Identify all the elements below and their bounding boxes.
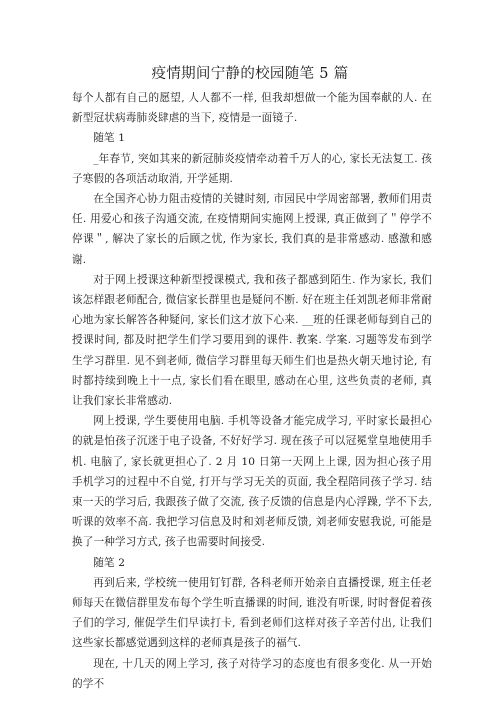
section-heading: 随笔 1	[93, 132, 126, 145]
document-body	[72, 88, 432, 694]
paragraph: 再到后来, 学校统一使用钉钉群, 各科老师开始亲自直播授课, 班主任老师每天在微信群里发布每个学生听直播课的时间, 谁没有听课, 时时督促着孩子们的学习, 催促学生们早读打卡, 看到老师们这样对孩子辛苦付出, 让我们这些家长都感觉遇到这样的老师真是孩子的福气.	[72, 576, 432, 650]
paragraph: 对于网上授课这种新型授课模式, 我和孩子都感到陌生. 作为家长, 我们该怎样跟老师配合, 微信家长群里也是疑问不断. 好在班主任刘凯老师非常耐心地为家长解答各种疑问, 家长们这才放下心来. __班的任课老师每到自己的授课时间, 都及时把学生们学习要用到的课件. 教案. 学案. 习题等发布到学生学习群里. 见不到老师, 微信学习群里每天师生们也是热火朝天地讨论, 有时都持续到晚上十一点, 家长们看在眼里, 感动在心里, 这些负责的老师, 真让我们家长非常感动.	[72, 273, 432, 408]
paragraph: 每个人都有自己的愿望, 人人都不一样, 但我却想做一个能为国奉献的人. 在新型冠状病毒肺炎肆虐的当下, 疫情是一面镜子.	[72, 92, 432, 125]
paragraph: 在全国齐心协力阻击疫情的关键时刻, 市园民中学周密部署, 教师们用责任. 用爱心和孩子沟通交流, 在疫情期间实施网上授课, 真正做到了＂停学不停课＂, 解决了家长的后顾之忧, 作为家长, 我们真的是非常感动. 感激和感谢.	[72, 193, 432, 266]
document-title: 疫情期间宁静的校园随笔 5 篇	[151, 66, 349, 82]
paragraph: _年春节, 突如其来的新冠肺炎疫情牵动着千万人的心, 家长无法复工. 孩子寒假的各项活动取消, 开学延期.	[72, 152, 432, 185]
paragraph: 现在, 十几天的网上学习, 孩子对待学习的态度也有很多变化. 从一开始的学不	[72, 657, 432, 690]
section-heading: 随笔 2	[93, 556, 126, 569]
paragraph: 网上授课, 学生要使用电脑. 手机等设备才能完成学习, 平时家长最担心的就是怕孩子沉迷于电子设备, 不好好学习. 现在孩子可以冠冕堂皇地使用手机. 电脑了, 家长就更担心了. 2 月 10 日第一天网上上课, 因为担心孩子用手机学习的过程中不自觉, 打开与学习无关的页面, 我全程陪同孩子学习. 结束一天的学习后, 我跟孩子做了交流, 孩子反馈的信息是内心浮躁, 学不下去, 听课的效率不高. 我把学习信息及时和刘老师反馈, 刘老师安慰我说, 可能是换了一种学习方式, 孩子也需要时间接受.	[72, 415, 432, 549]
